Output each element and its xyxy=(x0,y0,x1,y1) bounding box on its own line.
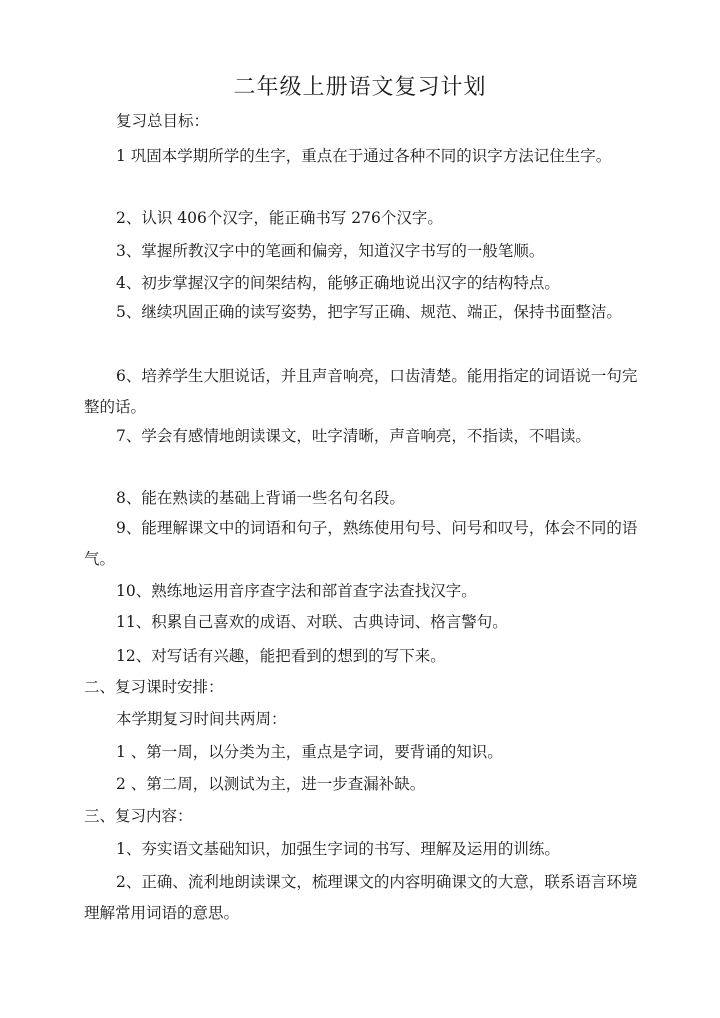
section2-heading: 二、复习课时安排： xyxy=(84,678,224,696)
goal-item-12: 12、对写话有兴趣，能把看到的想到的写下来。 xyxy=(116,647,446,665)
goal-item-1: 1 巩固本学期所学的生字，重点在于通过各种不同的识字方法记住生字。 xyxy=(116,147,612,165)
goal-item-3: 3、掌握所教汉字中的笔画和偏旁，知道汉字书写的一般笔顺。 xyxy=(116,242,545,260)
goal-item-8: 8、能在熟读的基础上背诵一些名句名段。 xyxy=(116,489,405,507)
goal-item-10: 10、熟练地运用音序查字法和部首查字法查找汉字。 xyxy=(116,582,477,600)
goal-item-4: 4、初步掌握汉字的间架结构，能够正确地说出汉字的结构特点。 xyxy=(116,274,560,292)
goal-item-9: 9、能理解课文中的词语和句子，熟练使用句号、问号和叹号，体会不同的语气。 xyxy=(84,519,638,568)
section1-heading: 复习总目标： xyxy=(116,112,210,130)
goal-item-2: 2、认识 406个汉字，能正确书写 276个汉字。 xyxy=(116,209,443,227)
goal-item-7: 7、学会有感情地朗读课文，吐字清晰，声音响亮，不指读，不唱读。 xyxy=(116,427,591,445)
page-title: 二年级上册语文复习计划 xyxy=(233,75,487,100)
schedule-item-2: 2 、第二周，以测试为主，进一步查漏补缺。 xyxy=(116,775,426,793)
goal-item-6: 6、培养学生大胆说话，并且声音响亮，口齿清楚。能用指定的词语说一句完整的话。 xyxy=(84,367,638,416)
schedule-item-1: 1 、第一周，以分类为主，重点是字词，要背诵的知识。 xyxy=(116,743,503,761)
content-item-1: 1、夯实语文基础知识，加强生字词的书写、理解及运用的训练。 xyxy=(116,840,560,858)
goal-item-5: 5、继续巩固正确的读写姿势，把字写正确、规范、端正，保持书面整洁。 xyxy=(116,303,622,321)
content-item-2: 2、正确、流利地朗读课文，梳理课文的内容明确课文的大意，联系语言环境理解常用词语的意思。 xyxy=(84,873,638,922)
section3-heading: 三、复习内容： xyxy=(84,807,193,825)
section2-intro: 本学期复习时间共两周： xyxy=(116,710,287,728)
goal-item-11: 11、积累自己喜欢的成语、对联、古典诗词、格言警句。 xyxy=(116,613,508,631)
